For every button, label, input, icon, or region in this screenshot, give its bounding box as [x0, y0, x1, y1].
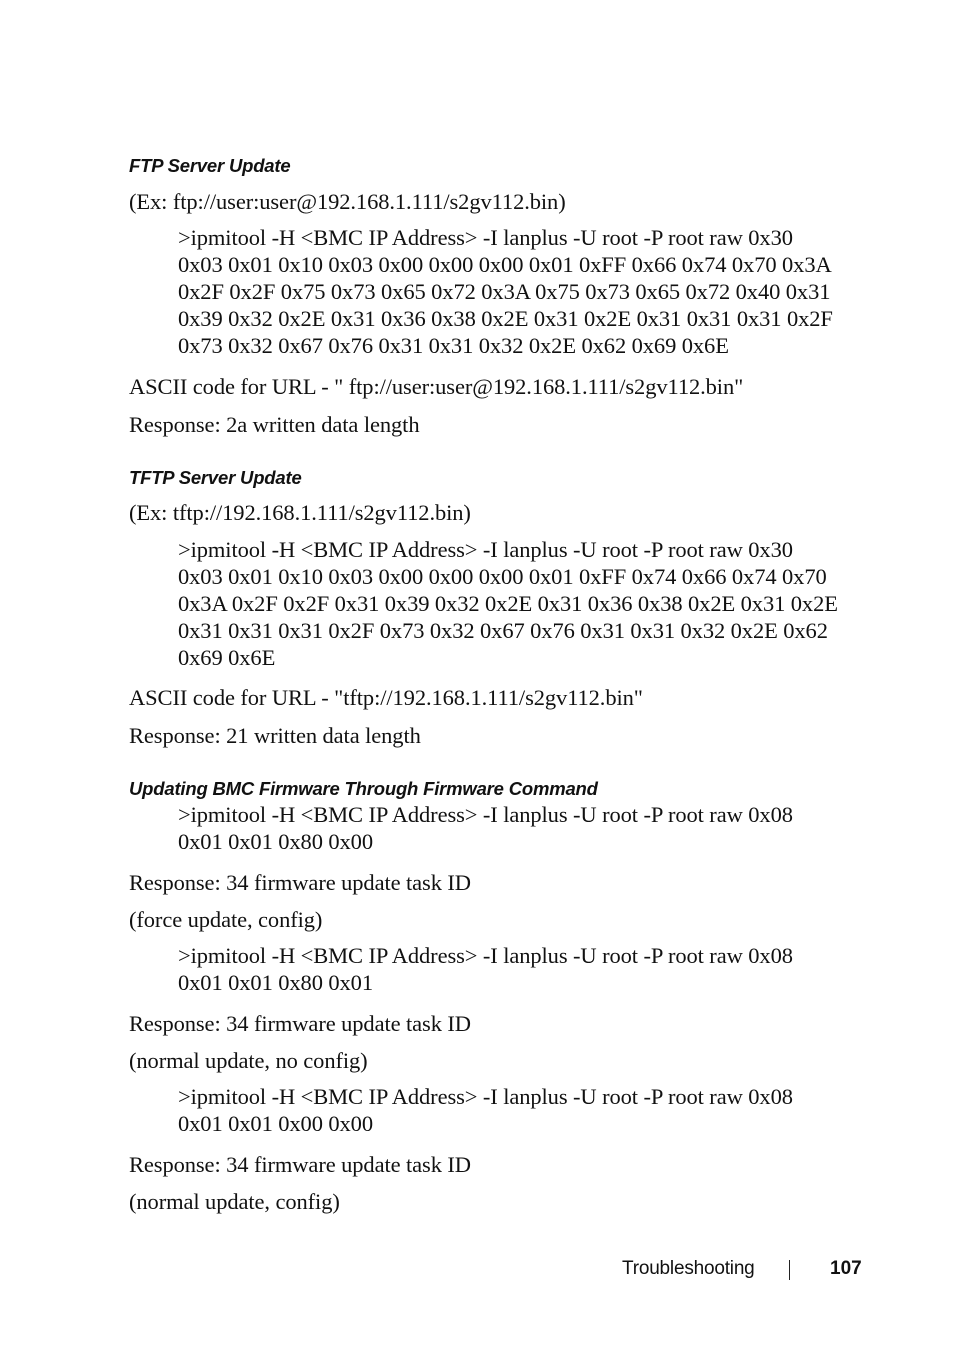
firmware-command-2 [178, 942, 838, 996]
command-line: 0x73 0x32 0x67 0x76 0x31 0x31 0x32 0x2E 0x62 0x69 0x6E [178, 333, 729, 358]
command-line: 0x01 0x01 0x80 0x00 [178, 829, 373, 854]
command-line: 0x39 0x32 0x2E 0x31 0x36 0x38 0x2E 0x31 0x2E 0x31 0x31 0x31 0x2F [178, 306, 833, 331]
ftp-command [178, 224, 838, 359]
command-line: 0x31 0x31 0x31 0x2F 0x73 0x32 0x67 0x76 0x31 0x31 0x32 0x2E 0x62 [178, 618, 828, 643]
command-line: 0x01 0x01 0x80 0x01 [178, 970, 373, 995]
command-line: 0x2F 0x2F 0x75 0x73 0x65 0x72 0x3A 0x75 0x73 0x65 0x72 0x40 0x31 [178, 279, 831, 304]
command-line: 0x01 0x01 0x00 0x00 [178, 1111, 373, 1136]
tftp-example: (Ex: tftp://192.168.1.111/s2gv112.bin) [129, 500, 471, 525]
ftp-response: Response: 2a written data length [129, 412, 420, 437]
command-line: >ipmitool -H <BMC IP Address> -I lanplus -U root -P root raw 0x30 [178, 537, 793, 562]
tftp-response: Response: 21 written data length [129, 723, 421, 748]
firmware-response-1: Response: 34 firmware update task ID [129, 870, 471, 895]
firmware-command-1 [178, 801, 838, 855]
ftp-ascii-note: ASCII code for URL - " ftp://user:user@192.168.1.111/s2gv112.bin" [129, 374, 744, 399]
firmware-note-1: (force update, config) [129, 907, 323, 932]
firmware-response-2: Response: 34 firmware update task ID [129, 1011, 471, 1036]
firmware-note-3: (normal update, config) [129, 1189, 340, 1214]
firmware-command-3 [178, 1083, 838, 1137]
firmware-response-3: Response: 34 firmware update task ID [129, 1152, 471, 1177]
footer-divider [789, 1260, 790, 1280]
firmware-section-heading: Updating BMC Firmware Through Firmware Command [129, 778, 598, 799]
command-line: 0x03 0x01 0x10 0x03 0x00 0x00 0x00 0x01 0xFF 0x66 0x74 0x70 0x3A [178, 252, 832, 277]
firmware-note-2: (normal update, no config) [129, 1048, 368, 1073]
footer-section-title: Troubleshooting [622, 1258, 755, 1279]
command-line: >ipmitool -H <BMC IP Address> -I lanplus -U root -P root raw 0x08 [178, 802, 793, 827]
command-line: 0x69 0x6E [178, 645, 276, 670]
command-line: >ipmitool -H <BMC IP Address> -I lanplus -U root -P root raw 0x08 [178, 943, 793, 968]
ftp-section-heading: FTP Server Update [129, 155, 291, 176]
command-line: >ipmitool -H <BMC IP Address> -I lanplus -U root -P root raw 0x30 [178, 225, 793, 250]
tftp-ascii-note: ASCII code for URL - "tftp://192.168.1.111/s2gv112.bin" [129, 685, 643, 710]
tftp-command [178, 536, 838, 671]
command-line: 0x03 0x01 0x10 0x03 0x00 0x00 0x00 0x01 0xFF 0x74 0x66 0x74 0x70 [178, 564, 827, 589]
command-line: 0x3A 0x2F 0x2F 0x31 0x39 0x32 0x2E 0x31 0x36 0x38 0x2E 0x31 0x2E [178, 591, 838, 616]
tftp-section-heading: TFTP Server Update [129, 467, 302, 488]
page-number: 107 [830, 1258, 862, 1279]
ftp-example: (Ex: ftp://user:user@192.168.1.111/s2gv112.bin) [129, 189, 566, 214]
command-line: >ipmitool -H <BMC IP Address> -I lanplus -U root -P root raw 0x08 [178, 1084, 793, 1109]
